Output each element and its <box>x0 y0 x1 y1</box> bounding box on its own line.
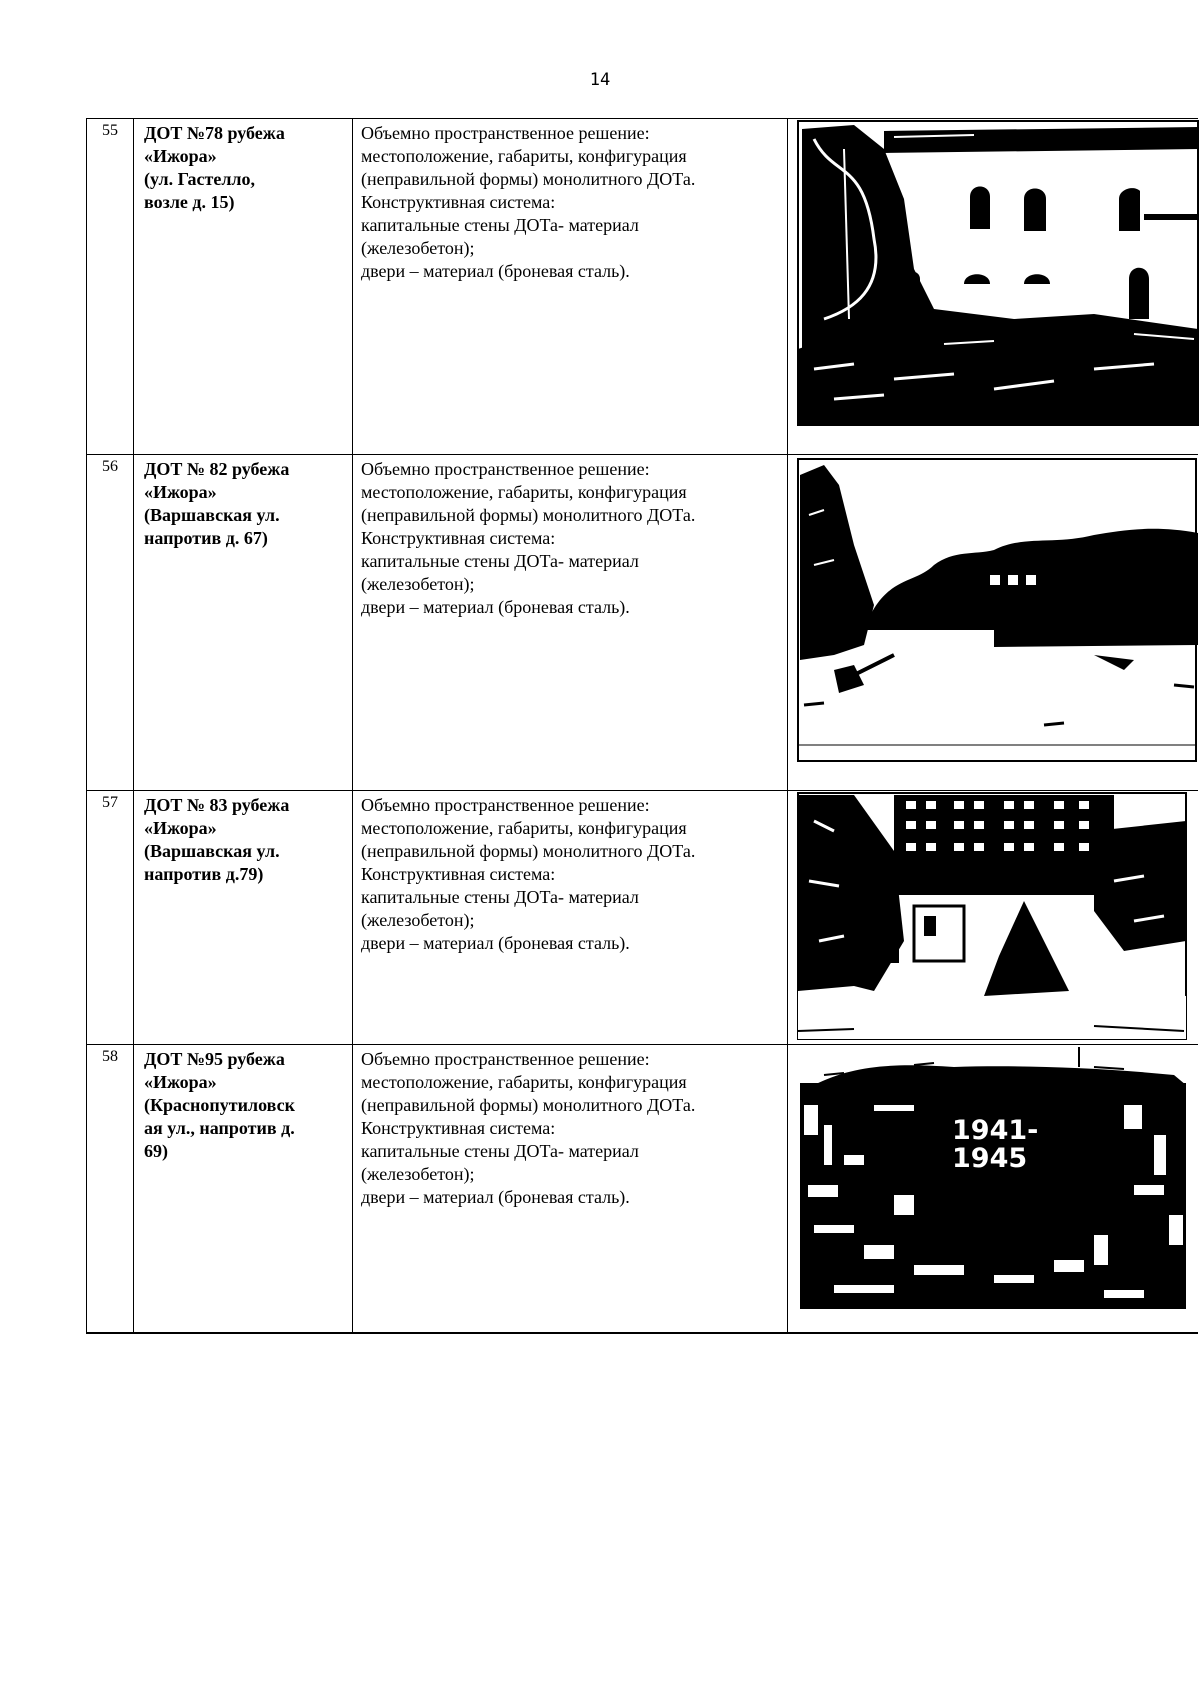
object-name <box>134 791 353 1045</box>
description-line: местоположение, габариты, конфигурация <box>361 146 687 166</box>
object-name <box>134 1045 353 1333</box>
description-line: (железобетон); <box>361 574 475 594</box>
description-line: (неправильной формы) монолитного ДОТа. <box>361 1095 696 1115</box>
description-line: двери – материал (броневая сталь). <box>361 933 630 953</box>
object-description <box>353 119 788 455</box>
description-line: Объемно пространственное решение: <box>361 459 650 479</box>
row-number: 58 <box>87 1045 134 1333</box>
description-line: местоположение, габариты, конфигурация <box>361 1072 687 1092</box>
row-number: 57 <box>87 791 134 1045</box>
table-row <box>87 1045 1199 1333</box>
description-line: (неправильной формы) монолитного ДОТа. <box>361 841 696 861</box>
description-line: двери – материал (броневая сталь). <box>361 597 630 617</box>
description-line: местоположение, габариты, конфигурация <box>361 482 687 502</box>
description-line: Конструктивная система: <box>361 1118 556 1138</box>
dot-78-photo <box>794 119 1200 429</box>
description-line: местоположение, габариты, конфигурация <box>361 818 687 838</box>
table-row <box>87 455 1199 791</box>
table-row <box>87 119 1199 455</box>
dot-83-photo <box>794 791 1194 1043</box>
dot-82-photo <box>794 455 1200 765</box>
object-photo-cell <box>788 119 1199 455</box>
name-line: «Ижора» <box>144 818 217 838</box>
description-line: капитальные стены ДОТа- материал <box>361 1141 639 1161</box>
description-line: (неправильной формы) монолитного ДОТа. <box>361 505 696 525</box>
name-line: возле д. 15) <box>144 192 235 212</box>
name-line: (ул. Гастелло, <box>144 169 256 189</box>
object-name <box>134 455 353 791</box>
name-line: «Ижора» <box>144 1072 217 1092</box>
name-line: ДОТ № 82 рубежа <box>144 459 290 479</box>
object-name <box>134 119 353 455</box>
description-line: Конструктивная система: <box>361 528 556 548</box>
description-line: Конструктивная система: <box>361 864 556 884</box>
name-line: (Краснопутиловск <box>144 1095 295 1115</box>
description-line: двери – материал (броневая сталь). <box>361 1187 630 1207</box>
description-line: Объемно пространственное решение: <box>361 123 650 143</box>
object-photo-cell <box>788 791 1199 1045</box>
object-description <box>353 1045 788 1333</box>
name-line: ДОТ № 83 рубежа <box>144 795 290 815</box>
table-row <box>87 791 1199 1045</box>
description-line: Конструктивная система: <box>361 192 556 212</box>
photo-year-end: 1945 <box>952 1143 1028 1174</box>
row-number: 56 <box>87 455 134 791</box>
description-line: капитальные стены ДОТа- материал <box>361 887 639 907</box>
name-line: ДОТ №95 рубежа <box>144 1049 285 1069</box>
name-line: «Ижора» <box>144 146 217 166</box>
description-line: Объемно пространственное решение: <box>361 1049 650 1069</box>
name-line: ая ул., напротив д. <box>144 1118 295 1138</box>
name-line: 69) <box>144 1141 168 1161</box>
photo-year-start: 1941- <box>952 1115 1039 1146</box>
object-photo-cell <box>788 455 1199 791</box>
object-photo-cell <box>788 1045 1199 1333</box>
object-description <box>353 791 788 1045</box>
description-line: (железобетон); <box>361 910 475 930</box>
description-line: (железобетон); <box>361 1164 475 1184</box>
name-line: напротив д. 67) <box>144 528 268 548</box>
heritage-objects-table <box>86 118 1198 1334</box>
name-line: ДОТ №78 рубежа <box>144 123 285 143</box>
name-line: (Варшавская ул. <box>144 841 280 861</box>
object-description <box>353 455 788 791</box>
row-number: 55 <box>87 119 134 455</box>
description-line: капитальные стены ДОТа- материал <box>361 215 639 235</box>
description-line: (неправильной формы) монолитного ДОТа. <box>361 169 696 189</box>
name-line: напротив д.79) <box>144 864 264 884</box>
page-number: 14 <box>589 70 611 90</box>
name-line: «Ижора» <box>144 482 217 502</box>
description-line: (железобетон); <box>361 238 475 258</box>
name-line: (Варшавская ул. <box>144 505 280 525</box>
description-line: двери – материал (броневая сталь). <box>361 261 630 281</box>
description-line: капитальные стены ДОТа- материал <box>361 551 639 571</box>
dot-95-photo <box>794 1045 1194 1317</box>
description-line: Объемно пространственное решение: <box>361 795 650 815</box>
